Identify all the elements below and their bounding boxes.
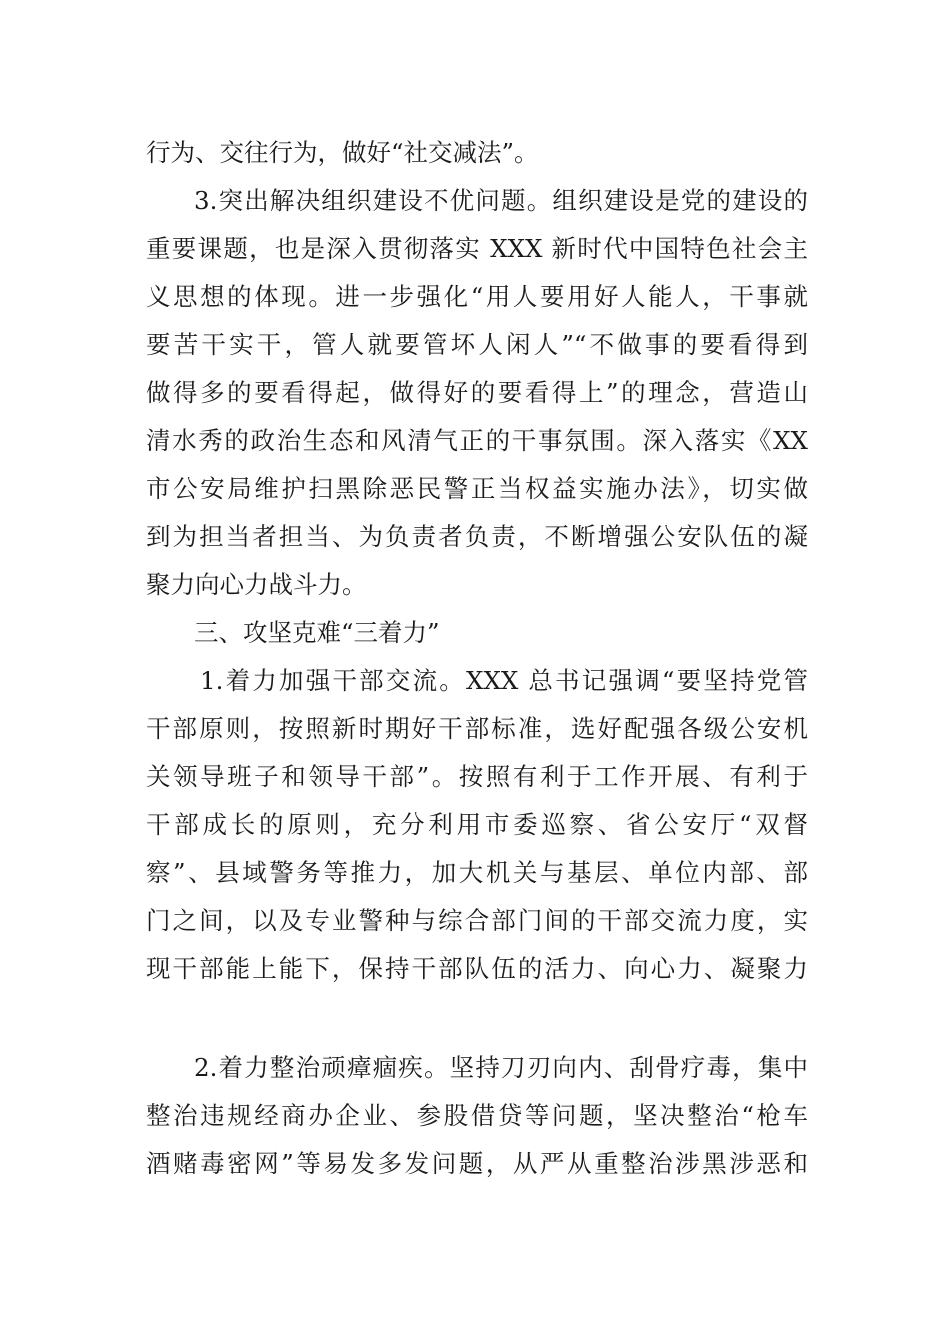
text-line: 关领导班子和领导干部”。按照有利于工作开展、有利于 bbox=[146, 762, 808, 791]
text-line: 干部原则，按照新时期好干部标准，选好配强各级公安机 bbox=[146, 714, 808, 743]
item-1-first-line: 1.着力加强干部交流。XXX 总书记强调“要坚持党管 bbox=[200, 666, 808, 695]
text-line: 到为担当者担当、为负责者负责，不断增强公安队伍的凝 bbox=[146, 522, 808, 551]
paragraph-3-first-line: 3.突出解决组织建设不优问题。组织建设是党的建设的 bbox=[194, 186, 808, 215]
item-2-first-line: 2.着力整治顽瘴痼疾。坚持刀刃向内、刮骨疗毒，集中 bbox=[194, 1053, 808, 1082]
text-line: 做得多的要看得起，做得好的要看得上”的理念，营造山 bbox=[146, 378, 808, 407]
text-line: 察”、县域警务等推力，加大机关与基层、单位内部、部 bbox=[146, 858, 808, 887]
text-line: 干部成长的原则，充分利用市委巡察、省公安厅“双督 bbox=[146, 810, 808, 839]
text-line: 行为、交往行为，做好“社交减法”。 bbox=[146, 138, 539, 167]
text-line: 酒赌毒密网”等易发多发问题，从严从重整治涉黑涉恶和 bbox=[146, 1149, 808, 1178]
text-line: 现干部能上能下，保持干部队伍的活力、向心力、凝聚力 bbox=[146, 954, 808, 983]
text-line: 清水秀的政治生态和风清气正的干事氛围。深入落实《XX bbox=[146, 426, 808, 455]
section-heading: 三、攻坚克难“三着力” bbox=[194, 618, 440, 647]
text-line: 门之间，以及专业警种与综合部门间的干部交流力度，实 bbox=[146, 906, 808, 935]
text-line: 义思想的体现。进一步强化“用人要用好人能人，干事就 bbox=[146, 282, 808, 311]
text-line: 整治违规经商办企业、参股借贷等问题，坚决整治“枪车 bbox=[146, 1101, 808, 1130]
text-line: 市公安局维护扫黑除恶民警正当权益实施办法》，切实做 bbox=[146, 474, 808, 503]
text-line: 聚力向心力战斗力。 bbox=[146, 570, 367, 599]
text-line: 重要课题，也是深入贯彻落实 XXX 新时代中国特色社会主 bbox=[146, 234, 808, 263]
text-line: 要苦干实干，管人就要管坏人闲人”“不做事的要看得到 bbox=[146, 330, 808, 359]
